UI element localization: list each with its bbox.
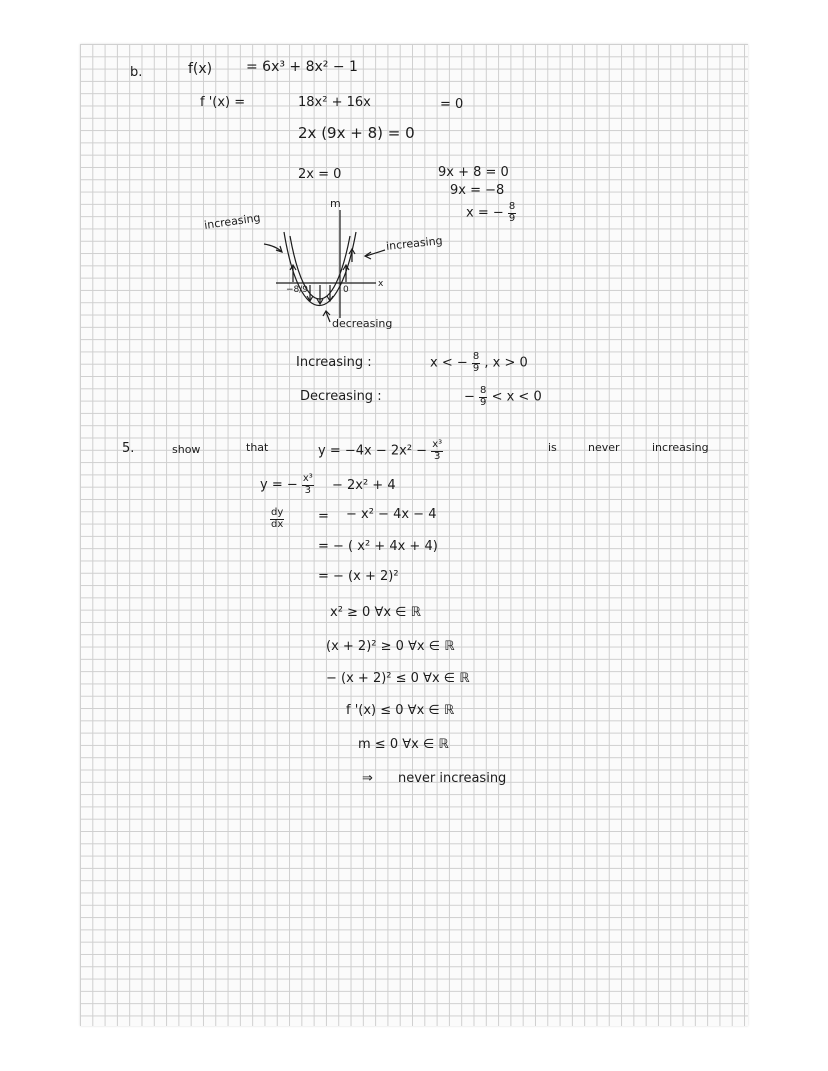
word-show: show [172, 443, 201, 456]
word-increasing: increasing [652, 441, 709, 454]
given-equation: y = −4x − 2x² − $\frac{\text{x³}}{3}$ [318, 439, 443, 462]
square-line: = − (x + 2)² [318, 569, 399, 584]
increasing-label: Increasing : [296, 355, 372, 370]
dydx-equals: = [318, 509, 329, 524]
word-is: is [548, 441, 557, 454]
label-decreasing: decreasing [332, 317, 393, 330]
label-root-zero: 0 [343, 285, 349, 295]
label-increasing-left: increasing [203, 211, 262, 232]
factor-line: = − ( x² + 4x + 4) [318, 539, 438, 554]
reasoning-step-1: x² ≥ 0 ∀x ∈ ℝ [330, 605, 421, 620]
decreasing-interval: − $\frac{8}{9}$ < x < 0 [464, 385, 542, 408]
root-two-line-1: 9x + 8 = 0 [438, 165, 509, 180]
root-one: 2x = 0 [298, 167, 342, 182]
conclusion-arrow: ⇒ [362, 771, 373, 786]
label-x-axis: x [378, 279, 384, 289]
label-m-axis: m [330, 197, 341, 210]
conclusion-text: never increasing [398, 771, 507, 786]
root-two-line-2: 9x = −8 [450, 183, 505, 198]
function-rhs: = 6x³ + 8x² − 1 [246, 59, 358, 75]
factored-equation: 2x (9x + 8) = 0 [298, 124, 415, 142]
reasoning-step-3: − (x + 2)² ≤ 0 ∀x ∈ ℝ [326, 671, 470, 686]
derivative-rhs: 18x² + 16x [298, 95, 371, 110]
function-lhs: f(x) [188, 61, 213, 77]
dydx-fraction: $\frac{dy}{dx}$ [271, 507, 284, 530]
word-never: never [588, 441, 620, 454]
dydx-rhs: − x² − 4x − 4 [346, 507, 437, 522]
decreasing-label: Decreasing : [300, 389, 382, 404]
word-that: that [246, 441, 269, 454]
label-root-negative: −8/9 [286, 285, 309, 295]
y-equation: y = − $\frac{\text{x³}}{3}$ − 2x² + 4 [260, 473, 396, 496]
root-two-line-3: x = − $\frac{8}{9}$ [466, 201, 516, 224]
reasoning-step-2: (x + 2)² ≥ 0 ∀x ∈ ℝ [326, 639, 455, 654]
label-increasing-right: increasing [385, 234, 444, 253]
derivative-equals-zero: = 0 [440, 97, 464, 112]
derivative-lhs: f '(x) = [200, 95, 246, 110]
reasoning-step-4: f '(x) ≤ 0 ∀x ∈ ℝ [346, 703, 455, 718]
part-b-label: b. [130, 65, 143, 80]
part-5-label: 5. [122, 441, 135, 456]
reasoning-step-5: m ≤ 0 ∀x ∈ ℝ [358, 737, 449, 752]
increasing-interval: x < − $\frac{8}{9}$ , x > 0 [430, 351, 528, 374]
